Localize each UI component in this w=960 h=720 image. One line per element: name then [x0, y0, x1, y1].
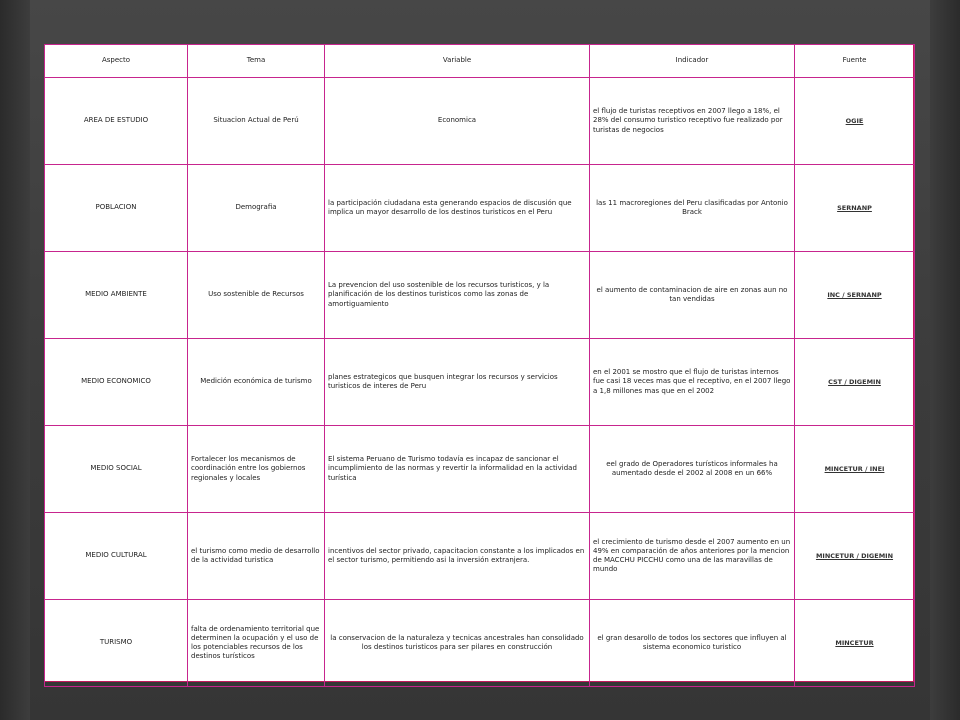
- cell-aspecto: POBLACION: [45, 165, 188, 252]
- cell-indicador: el aumento de contaminacion de aire en zonas aun no tan vendidas: [590, 252, 795, 339]
- cell-tema: el turismo como medio de desarrollo de la actividad turistica: [188, 513, 325, 600]
- cell-fuente-link[interactable]: MINCETUR: [795, 600, 915, 687]
- cell-indicador: las 11 macroregiones del Peru clasificadas por Antonio Brack: [590, 165, 795, 252]
- table-row: [45, 339, 915, 426]
- cell-aspecto: MEDIO CULTURAL: [45, 513, 188, 600]
- header-fuente: Fuente: [795, 45, 915, 78]
- cell-aspecto: MEDIO AMBIENTE: [45, 252, 188, 339]
- cell-variable: la participación ciudadana esta generando espacios de discusión que implica un mayor desarrollo de los destinos turisticos en el Peru: [325, 165, 590, 252]
- cell-fuente-link[interactable]: MINCETUR / DIGEMIN: [795, 513, 915, 600]
- cell-tema: Situacion Actual de Perú: [188, 78, 325, 165]
- cell-variable: la conservacion de la naturaleza y tecnicas ancestrales han consolidado los destinos turisticos para ser pilares en construcción: [325, 600, 590, 687]
- cell-aspecto: TURISMO: [45, 600, 188, 687]
- cell-indicador: el crecimiento de turismo desde el 2007 aumento en un 49% en comparación de años anteriores por la mencion de MACCHU PICCHU como una de las maravillas de mundo: [590, 513, 795, 600]
- cell-aspecto: MEDIO SOCIAL: [45, 426, 188, 513]
- cell-fuente-link[interactable]: OGIE: [795, 78, 915, 165]
- table-row: [45, 426, 915, 513]
- cell-tema: Medición económica de turismo: [188, 339, 325, 426]
- cell-variable: Economica: [325, 78, 590, 165]
- cell-fuente-link[interactable]: INC / SERNANP: [795, 252, 915, 339]
- cell-indicador: en el 2001 se mostro que el flujo de turistas internos fue casi 18 veces mas que el receptivo, en el 2007 llego a 1,8 millones mas que en el 2002: [590, 339, 795, 426]
- cell-variable: El sistema Peruano de Turismo todavía es incapaz de sancionar el incumplimiento de las normas y revertir la informalidad en la actividad turística: [325, 426, 590, 513]
- cell-variable: planes estrategicos que busquen integrar los recursos y servicios turisticos de interes de Peru: [325, 339, 590, 426]
- cell-indicador: eel grado de Operadores turísticos informales ha aumentado desde el 2002 al 2008 en un 66%: [590, 426, 795, 513]
- table-row: [45, 252, 915, 339]
- indicator-table: [44, 44, 915, 687]
- table-row: [45, 513, 915, 600]
- cell-aspecto: MEDIO ECONOMICO: [45, 339, 188, 426]
- table-header-row: [45, 45, 915, 78]
- cell-fuente-link[interactable]: SERNANP: [795, 165, 915, 252]
- table-row: [45, 600, 915, 687]
- cell-tema: falta de ordenamiento territorial que determinen la ocupación y el uso de los potenciables recursos de los destinos turísticos: [188, 600, 325, 687]
- cell-indicador: el flujo de turistas receptivos en 2007 llego a 18%, el 28% del consumo turistico receptivo fue realizado por turistas de negocios: [590, 78, 795, 165]
- background-right-panel: [930, 0, 960, 720]
- cell-fuente-link[interactable]: MINCETUR / INEI: [795, 426, 915, 513]
- header-aspecto: Aspecto: [45, 45, 188, 78]
- header-variable: Variable: [325, 45, 590, 78]
- cell-tema: Fortalecer los mecanismos de coordinación entre los gobiernos regionales y locales: [188, 426, 325, 513]
- cell-variable: incentivos del sector privado, capacitacion constante a los implicados en el sector turismo, permitiendo asi la inversión extranjera.: [325, 513, 590, 600]
- cell-variable: La prevencion del uso sostenible de los recursos turisticos, y la planificación de los destinos turisticos como las zonas de amortiguamiento: [325, 252, 590, 339]
- cell-indicador: el gran desarollo de todos los sectores que influyen al sistema economico turistico: [590, 600, 795, 687]
- background-left-panel: [0, 0, 30, 720]
- header-tema: Tema: [188, 45, 325, 78]
- cell-aspecto: AREA DE ESTUDIO: [45, 78, 188, 165]
- cell-tema: Demografia: [188, 165, 325, 252]
- cell-fuente-link[interactable]: CST / DIGEMIN: [795, 339, 915, 426]
- header-indicador: Indicador: [590, 45, 795, 78]
- table-row: [45, 78, 915, 165]
- cell-tema: Uso sostenible de Recursos: [188, 252, 325, 339]
- table-row: [45, 165, 915, 252]
